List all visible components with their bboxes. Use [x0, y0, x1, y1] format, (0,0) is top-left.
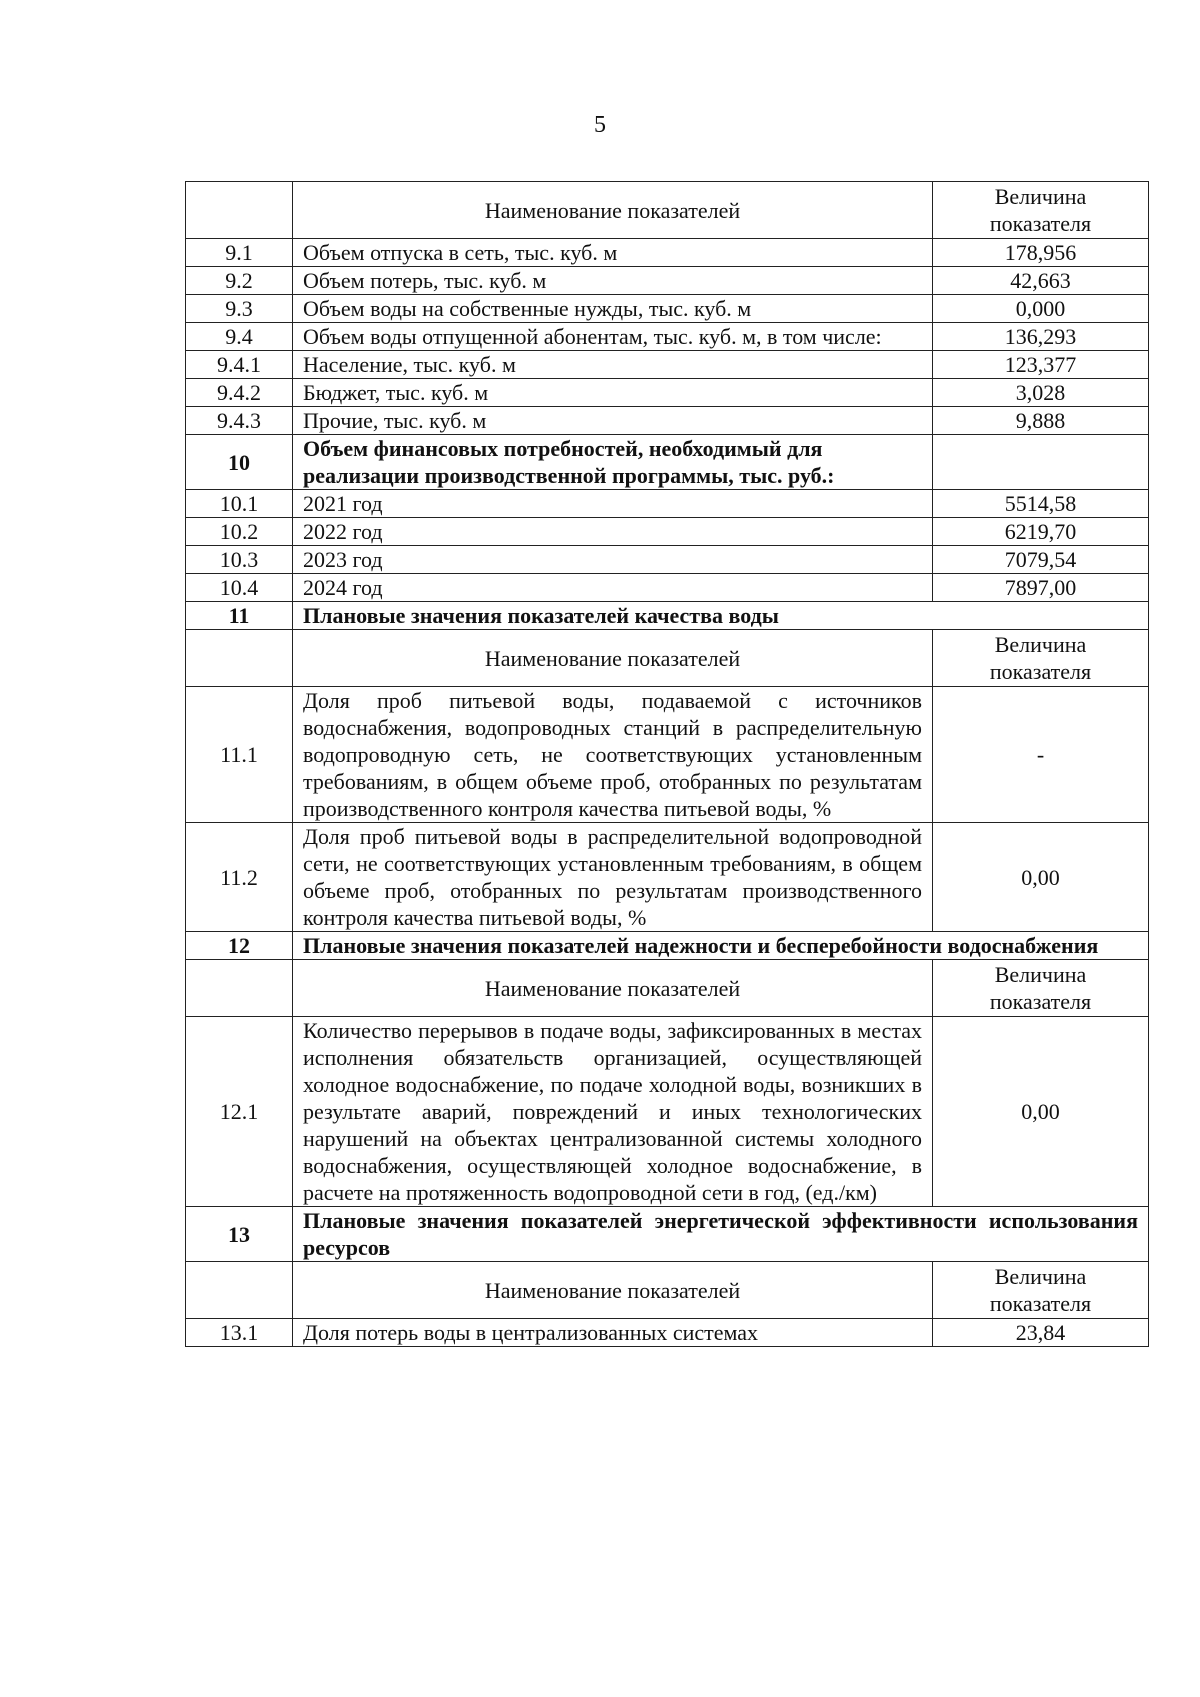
header-value-cell: Величина показателя: [933, 182, 1149, 239]
row-value: 5514,58: [933, 490, 1149, 518]
row-name: 2024 год: [293, 574, 933, 602]
table-row: [186, 687, 1149, 823]
section-title: Объем финансовых потребностей, необходимый для реализации производственной программы, тыс. руб.:: [293, 435, 933, 490]
table-header-row: [186, 630, 1149, 687]
row-value: -: [933, 687, 1149, 823]
table-row: [186, 490, 1149, 518]
row-value: 9,888: [933, 407, 1149, 435]
section-number: 13: [186, 1207, 293, 1262]
row-number: 11.2: [186, 823, 293, 932]
row-number: 9.4: [186, 323, 293, 351]
section-value: [933, 435, 1149, 490]
table-row: [186, 574, 1149, 602]
row-name: 2021 год: [293, 490, 933, 518]
row-name: Объем воды на собственные нужды, тыс. куб. м: [293, 295, 933, 323]
row-name: 2023 год: [293, 546, 933, 574]
row-value: 0,000: [933, 295, 1149, 323]
row-name: Доля проб питьевой воды, подаваемой с источников водоснабжения, водопроводных станций в распределительную водопроводную сеть, не соответствующих установленным требованиям, в общем объеме проб, отобранных по результатам производственного контроля качества питьевой воды, %: [293, 687, 933, 823]
table-header-row: [186, 1262, 1149, 1319]
table-row: [186, 1017, 1149, 1207]
table-row: [186, 407, 1149, 435]
row-name: Население, тыс. куб. м: [293, 351, 933, 379]
row-name: Количество перерывов в подаче воды, зафиксированных в местах исполнения обязательств организацией, осуществляющей холодное водоснабжение, по подаче холодной воды, возникших в результате аварий, повреждений и иных технологических нарушений на объектах централизованной системы холодного водоснабжения, осуществляющей холодное водоснабжение, в расчете на протяженность водопроводной сети в год, (ед./км): [293, 1017, 933, 1207]
row-number: 10.2: [186, 518, 293, 546]
row-value: 6219,70: [933, 518, 1149, 546]
header-num-cell: [186, 960, 293, 1017]
row-number: 9.1: [186, 239, 293, 267]
header-num-cell: [186, 630, 293, 687]
row-value: 178,956: [933, 239, 1149, 267]
table-row: [186, 379, 1149, 407]
table-row: [186, 823, 1149, 932]
header-value-cell: Величина показателя: [933, 1262, 1149, 1319]
header-name-cell: Наименование показателей: [293, 182, 933, 239]
header-name-cell: Наименование показателей: [293, 1262, 933, 1319]
table-row: [186, 546, 1149, 574]
row-name: Объем отпуска в сеть, тыс. куб. м: [293, 239, 933, 267]
row-value: 0,00: [933, 1017, 1149, 1207]
row-value: 7897,00: [933, 574, 1149, 602]
row-name: Бюджет, тыс. куб. м: [293, 379, 933, 407]
row-number: 10.1: [186, 490, 293, 518]
table-row: [186, 239, 1149, 267]
row-number: 11.1: [186, 687, 293, 823]
indicators-table: [185, 181, 1149, 1347]
row-number: 10.3: [186, 546, 293, 574]
section-row: [186, 435, 1149, 490]
section-number: 11: [186, 602, 293, 630]
header-num-cell: [186, 1262, 293, 1319]
row-value: 3,028: [933, 379, 1149, 407]
section-number: 10: [186, 435, 293, 490]
page-number: 5: [594, 112, 606, 138]
row-name: Объем потерь, тыс. куб. м: [293, 267, 933, 295]
table-row: [186, 1319, 1149, 1347]
row-value: 0,00: [933, 823, 1149, 932]
row-value: 123,377: [933, 351, 1149, 379]
header-value-cell: Величина показателя: [933, 630, 1149, 687]
row-value: 42,663: [933, 267, 1149, 295]
row-number: 9.4.3: [186, 407, 293, 435]
table-row: [186, 518, 1149, 546]
header-name-cell: Наименование показателей: [293, 630, 933, 687]
section-title: Плановые значения показателей надежности и бесперебойности водоснабжения: [293, 932, 1149, 960]
row-number: 9.4.1: [186, 351, 293, 379]
table-row: [186, 351, 1149, 379]
row-number: 12.1: [186, 1017, 293, 1207]
header-num-cell: [186, 182, 293, 239]
section-title: Плановые значения показателей энергетической эффективности использования ресурсов: [293, 1207, 1149, 1262]
section-row: [186, 1207, 1149, 1262]
row-number: 9.2: [186, 267, 293, 295]
row-name: Доля проб питьевой воды в распределительной водопроводной сети, не соответствующих установленным требованиям, в общем объеме проб, отобранных по результатам производственного контроля качества питьевой воды, %: [293, 823, 933, 932]
row-number: 9.3: [186, 295, 293, 323]
table-row: [186, 323, 1149, 351]
table-row: [186, 267, 1149, 295]
section-row: [186, 602, 1149, 630]
table-header-row: [186, 182, 1149, 239]
header-value-cell: Величина показателя: [933, 960, 1149, 1017]
table-header-row: [186, 960, 1149, 1017]
row-name: Объем воды отпущенной абонентам, тыс. куб. м, в том числе:: [293, 323, 933, 351]
row-value: 7079,54: [933, 546, 1149, 574]
row-number: 9.4.2: [186, 379, 293, 407]
section-row: [186, 932, 1149, 960]
header-name-cell: Наименование показателей: [293, 960, 933, 1017]
row-name: Доля потерь воды в централизованных системах: [293, 1319, 933, 1347]
row-name: Прочие, тыс. куб. м: [293, 407, 933, 435]
row-name: 2022 год: [293, 518, 933, 546]
section-number: 12: [186, 932, 293, 960]
row-number: 10.4: [186, 574, 293, 602]
table-row: [186, 295, 1149, 323]
section-title: Плановые значения показателей качества воды: [293, 602, 1149, 630]
row-value: 23,84: [933, 1319, 1149, 1347]
row-value: 136,293: [933, 323, 1149, 351]
row-number: 13.1: [186, 1319, 293, 1347]
